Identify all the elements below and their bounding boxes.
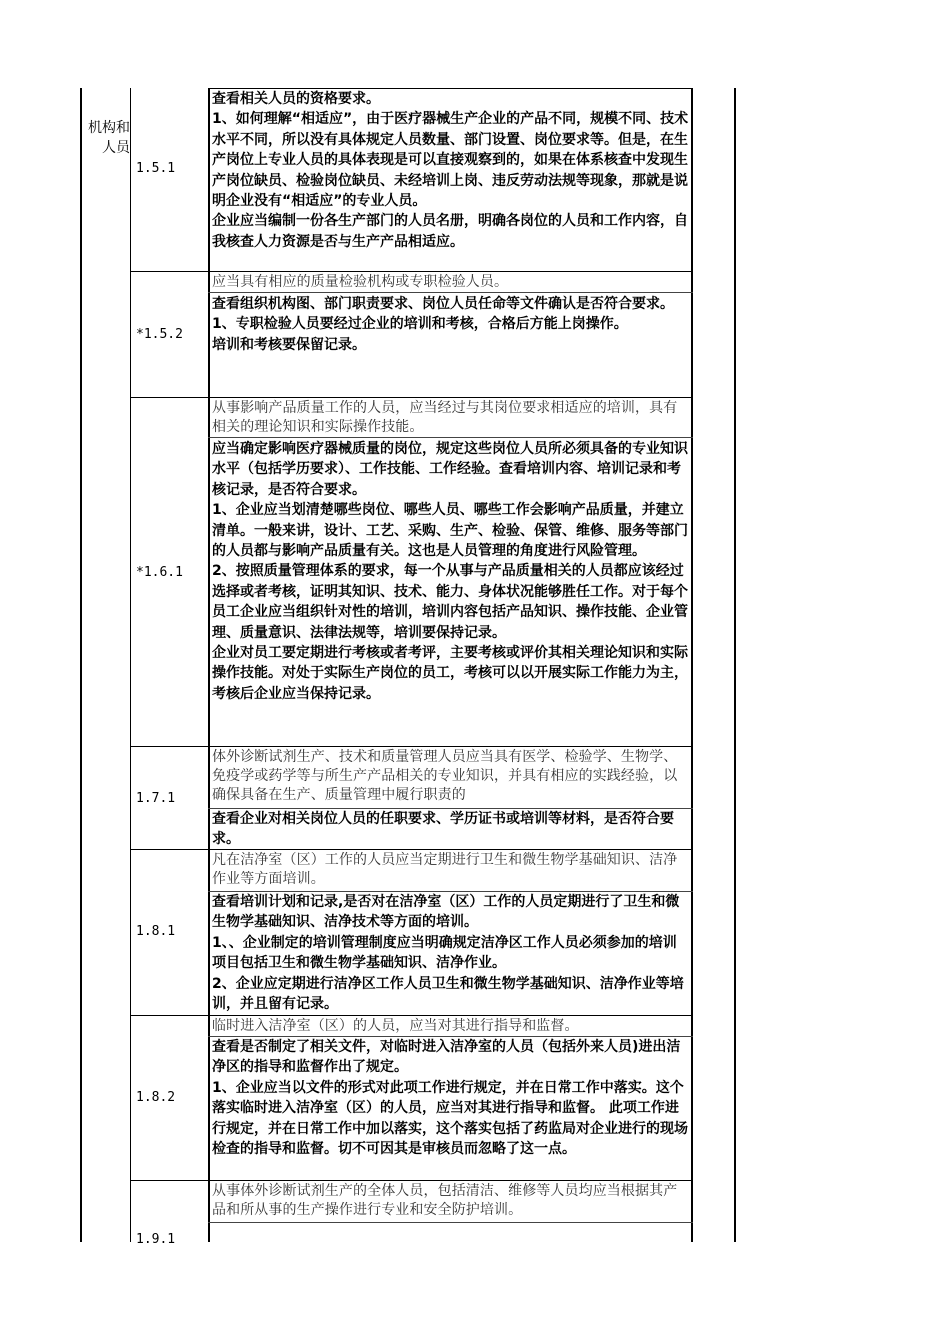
check-method-text: 查看相关人员的资格要求。 1、如何理解“相适应”，由于医疗器械生产企业的产品不同，规模不同、技术水平不同，所以没有具体规定人员数量、部门设置、岗位要求等。但是，在生产岗位上专业人员的具体表现是可以直接观察到的，如果在体系核查中发现生产岗位缺员、检验岗位缺员、未经培训上岗、违反劳动法规等现象，那就是说明企业没有“相适应”的专业人员。 企业应当编制一份各生产部门的人员名册，明确各岗位的人员和工作内容，自我核查人力资源是否与生产产品相适应。 — [212, 91, 689, 250]
item-code: 1.5.1 — [136, 161, 176, 176]
table-left-border — [80, 88, 82, 1242]
check-method-text: 查看组织机构图、部门职责要求、岗位人员任命等文件确认是否符合要求。 1、专职检验人员要经过企业的培训和考核，合格后方能上岗操作。 培训和考核要保留记录。 — [212, 296, 674, 353]
requirement-text: 体外诊断试剂生产、技术和质量管理人员应当具有医学、检验学、生物学、免疫学或药学等与所生产产品相关的专业知识，并具有相应的实践经验，以确保具备在生产、质量管理中履行职责的 — [212, 749, 678, 803]
check-method-text: 应当确定影响医疗器械质量的岗位，规定这些岗位人员所必须具备的专业知识水平（包括学历要求）、工作技能、工作经验。查看培训内容、培训记录和考核记录，是否符合要求。 1、企业应当划清楚哪些岗位、哪些人员、哪些工作会影响产品质量，并建立清单。一般来讲，设计、工艺、采购、生产、检验、保管、维修、服务等部门的人员都与影响产品质量有关。这也是人员管理的角度进行风险管理。 2、按照质量管理体系的要求，每一个从事与产品质量相关的人员都应该经过选择或者考核，证明其知识、技术、能力、身体状况能够胜任工作。对于每个员工企业应当组织针对性的培训，培训内容包括产品知识、操作技能、企业管理、质量意识、法律法规等，培训要保持记录。 企业对员工要定期进行考核或者考评，主要考核或评价其相关理论知识和实际操作技能。对处于实际生产岗位的员工，考核可以以开展实际工作能力为主，考核后企业应当保持记录。 — [212, 441, 688, 702]
category-label: 机构和人员 — [88, 120, 130, 156]
item-code-clipped — [130, 1232, 200, 1247]
check-method-text: 查看是否制定了相关文件，对临时进入洁净室的人员（包括外来人员)进出洁净区的指导和监督作出了规定。 1、企业应当以文件的形式对此项工作进行规定，并在日常工作中落实。这个落实临时进入洁净室（区）的人员，应当对其进行指导和监督。 此项工作进行规定，并在日常工作中加以落实，这个落实包括了药监局对企业进行的现场检查的指导和监督。切不可因其是审核员而忽略了这一点。 — [212, 1039, 688, 1158]
row-separator — [130, 397, 693, 398]
item-code: 1.9.1 — [136, 1232, 176, 1247]
table-right-border — [734, 88, 736, 1242]
requirement-text: 临时进入洁净室（区）的人员，应当对其进行指导和监督。 — [212, 1018, 579, 1034]
requirement-check-separator — [208, 1222, 693, 1223]
item-code: *1.5.2 — [136, 327, 183, 342]
row-separator — [130, 271, 693, 272]
requirement-check-separator — [208, 292, 693, 293]
requirement-text: 从事影响产品质量工作的人员，应当经过与其岗位要求相适应的培训，具有相关的理论知识和实际操作技能。 — [212, 400, 678, 435]
requirement-text: 从事体外诊断试剂生产的全体人员，包括清洁、维修等人员均应当根据其产品和所从事的生产操作进行专业和安全防护培训。 — [212, 1183, 678, 1218]
row-separator — [130, 1180, 693, 1181]
row-separator — [130, 746, 693, 747]
item-code: 1.7.1 — [136, 791, 176, 806]
requirement-text: 应当具有相应的质量检验机构或专职检验人员。 — [212, 274, 509, 290]
requirement-check-separator — [208, 437, 693, 438]
column-divider-category — [130, 88, 131, 1242]
row-separator — [130, 1015, 693, 1016]
column-divider-content — [691, 88, 693, 1242]
item-code: 1.8.2 — [136, 1090, 176, 1105]
check-method-text: 查看企业对相关岗位人员的任职要求、学历证书或培训等材料，是否符合要求。 — [212, 811, 674, 848]
item-code: *1.6.1 — [136, 565, 183, 580]
item-code: 1.8.1 — [136, 924, 176, 939]
check-method-text: 查看培训计划和记录,是否对在洁净室（区）工作的人员定期进行了卫生和微生物学基础知识、洁净技术等方面的培训。 1、、企业制定的培训管理制度应当明确规定洁净区工作人员必须参加的培训项目包括卫生和微生物学基础知识、洁净作业。 2、企业应定期进行洁净区工作人员卫生和微生物学基础知识、洁净作业等培训，并且留有记录。 — [212, 894, 684, 1013]
requirement-text: 凡在洁净室（区）工作的人员应当定期进行卫生和微生物学基础知识、洁净作业等方面培训。 — [212, 852, 678, 887]
column-divider-code — [208, 88, 210, 1242]
